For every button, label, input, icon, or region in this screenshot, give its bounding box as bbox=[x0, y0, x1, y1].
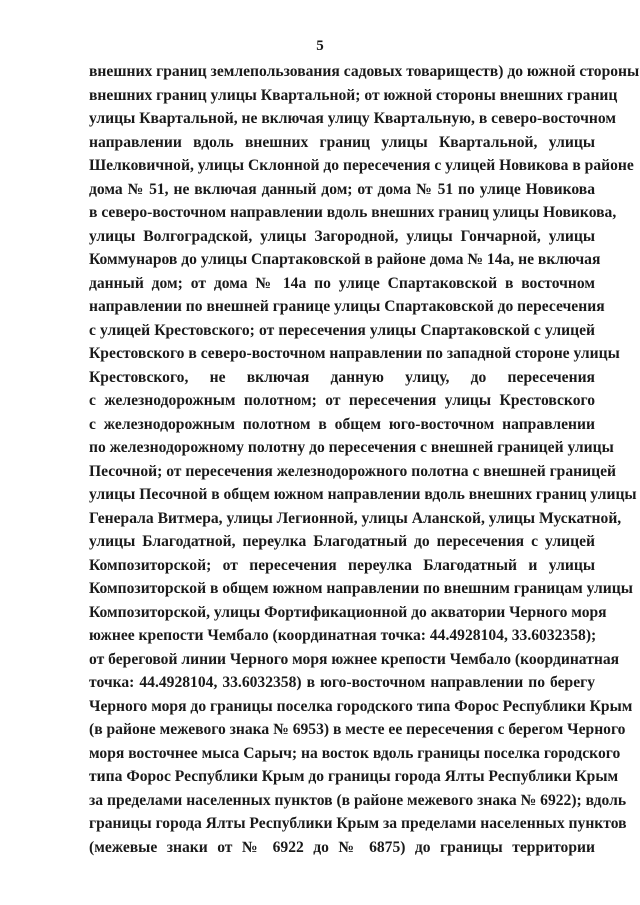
text-line: за пределами населенных пунктов (в районе межевого знака № 6922); вдоль bbox=[89, 791, 627, 809]
text-line: Черного моря до границы поселка городского типа Форос Республики Крым bbox=[89, 697, 633, 715]
text-line: улицы Квартальной, не включая улицу Квартальную, в северо-восточном bbox=[89, 110, 616, 127]
text-line: моря восточнее мыса Сарыч; на восток вдоль границы поселка городского bbox=[89, 744, 621, 762]
text-line: данный дом; от дома № 14а по улице Спартаковской в восточном bbox=[89, 274, 595, 292]
text-line: улицы Волгоградской, улицы Загородной, улицы Гончарной, улицы bbox=[89, 227, 595, 245]
text-line: точка: 44.4928104, 33.6032358) в юго-восточном направлении по берегу bbox=[89, 674, 595, 691]
text-line: Генерала Витмера, улицы Легионной, улицы Аланской, улицы Мускатной, bbox=[89, 509, 622, 527]
page-number: 5 bbox=[316, 38, 324, 54]
text-line: с железнодорожным полотном в общем юго-восточном направлении bbox=[89, 415, 595, 433]
body-text bbox=[89, 60, 640, 859]
text-line: Композиторской в общем южном направлении по внешним границам улицы bbox=[89, 580, 633, 597]
text-line: дома № 51, не включая данный дом; от дома № 51 по улице Новикова bbox=[89, 180, 595, 198]
text-line: границы города Ялты Республики Крым за пределами населенных пунктов bbox=[89, 815, 627, 832]
text-line: Композиторской, улицы Фортификационной до акватории Черного моря bbox=[89, 603, 607, 621]
text-line: Коммунаров до улицы Спартаковской в районе дома № 14а, не включая bbox=[89, 251, 601, 268]
text-line: улицы Песочной в общем южном направлении вдоль внешних границ улицы bbox=[89, 486, 637, 503]
text-line: улицы Благодатной, переулка Благодатный до пересечения с улицей bbox=[89, 533, 595, 550]
text-line: с железнодорожным полотном; от пересечения улицы Крестовского bbox=[89, 392, 595, 409]
text-line: (межевые знаки от № 6922 до № 6875) до границы территории bbox=[89, 838, 595, 856]
text-line: Крестовского, не включая данную улицу, до пересечения bbox=[89, 368, 595, 386]
text-line: направлении вдоль внешних границ улицы Квартальной, улицы bbox=[89, 133, 595, 151]
text-line: внешних границ землепользования садовых товариществ) до южной стороны bbox=[89, 63, 640, 80]
text-line: внешних границ улицы Квартальной; от южной стороны внешних границ bbox=[89, 86, 618, 104]
text-line: Композиторской; от пересечения переулка Благодатный и улицы bbox=[89, 556, 595, 574]
text-line: (в районе межевого знака № 6953) в месте ее пересечения с берегом Черного bbox=[89, 721, 626, 738]
text-line: Шелковичной, улицы Склонной до пересечения с улицей Новикова в районе bbox=[89, 157, 634, 174]
text-line: в северо-восточном направлении вдоль внешних границ улицы Новикова, bbox=[89, 204, 617, 221]
text-line: от береговой линии Черного моря южнее крепости Чембало (координатная bbox=[89, 650, 620, 668]
text-line: с улицей Крестовского; от пересечения улицы Спартаковской с улицей bbox=[89, 321, 595, 339]
text-line: направлении по внешней границе улицы Спартаковской до пересечения bbox=[89, 298, 605, 315]
text-line: типа Форос Республики Крым до границы города Ялты Республики Крым bbox=[89, 768, 619, 785]
text-line: по железнодорожному полотну до пересечения с внешней границей улицы bbox=[89, 439, 614, 456]
text-line: Крестовского в северо-восточном направлении по западной стороне улицы bbox=[89, 345, 620, 362]
text-line: Песочной; от пересечения железнодорожного полотна с внешней границей bbox=[89, 462, 617, 480]
text-line: южнее крепости Чембало (координатная точка: 44.4928104, 33.6032358); bbox=[89, 627, 597, 644]
